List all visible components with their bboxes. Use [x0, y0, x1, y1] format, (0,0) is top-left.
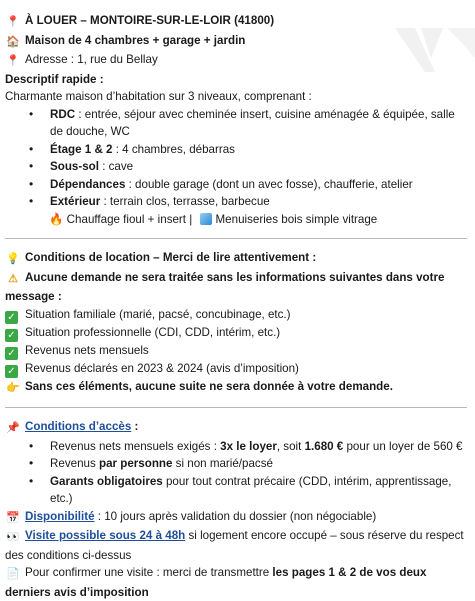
- requirement-item: ✓ Revenus déclarés en 2023 & 2024 (avis d’imposition): [5, 360, 467, 378]
- house-description: Maison de 4 chambres + garage + jardin: [25, 33, 246, 47]
- list-item: • Garants obligatoires pour tout contrat précaire (CDD, intérim, apprentissage, etc.): [5, 473, 467, 508]
- check-icon: ✓: [5, 365, 18, 378]
- pin-icon: 📍: [6, 55, 20, 67]
- conditions-footer-line: [5, 378, 467, 398]
- address-line: [5, 51, 467, 71]
- access-heading-line: 📌 Conditions d’accès :: [5, 418, 467, 438]
- fire-icon: 🔥: [49, 212, 64, 226]
- check-icon: ✓: [5, 347, 18, 360]
- pin-icon: 📍: [6, 16, 20, 28]
- list-item: • RDC : entrée, séjour avec cheminée insert, cuisine aménagée & équipée, salle de douche, WC: [5, 106, 467, 141]
- conditions-heading: Conditions de location – Merci de lire attentivement :: [25, 251, 317, 264]
- availability-label: Disponibilité: [25, 509, 95, 523]
- separator: |: [189, 212, 193, 226]
- visit-label: Visite possible sous 24 à 48h: [25, 529, 186, 542]
- listing-document: [5, 12, 467, 601]
- house-line: [5, 32, 467, 52]
- joinery-text: Menuiseries bois simple vitrage: [215, 212, 378, 226]
- requirement-item: ✓ Situation familiale (marié, pacsé, concubinage, etc.): [5, 306, 467, 324]
- check-icon: ✓: [5, 329, 18, 342]
- list-item: • Extérieur : terrain clos, terrasse, barbecue: [5, 193, 467, 211]
- requirement-item: ✓ Situation professionnelle (CDI, CDD, intérim, etc.): [5, 324, 467, 342]
- bulb-icon: 💡: [6, 253, 20, 265]
- divider: [5, 407, 467, 408]
- desc-heading: Descriptif rapide :: [5, 72, 104, 86]
- availability-line: 📅 Disponibilité : 10 jours après validation du dossier (non négociable): [5, 508, 467, 528]
- eyes-icon: 👀: [6, 531, 20, 543]
- intro-text: Charmante maison d’habitation sur 3 niveaux, comprenant :: [5, 90, 312, 103]
- access-heading: Conditions d’accès: [25, 420, 132, 433]
- calendar-icon: 📅: [6, 511, 20, 524]
- pushpin-icon: 📌: [6, 422, 20, 434]
- requirement-item: ✓ Revenus nets mensuels: [5, 342, 467, 360]
- list-item: • Revenus par personne si non marié/pacsé: [5, 455, 467, 473]
- window-icon: [200, 213, 212, 225]
- conditions-heading-line: [5, 249, 467, 269]
- list-item: • Revenus nets mensuels exigés : 3x le loyer, soit 1.680 € pour un loyer de 560 €: [5, 438, 467, 456]
- list-item: • Sous-sol : cave: [5, 158, 467, 176]
- visit-line: 👀 Visite possible sous 24 à 48h si logement encore occupé – sous réserve du respect des conditions ci-dessus: [5, 529, 464, 562]
- conditions-footer: Sans ces éléments, aucune suite ne sera donnée à votre demande.: [25, 379, 393, 393]
- title-line: [5, 12, 467, 32]
- warning-icon: ⚠: [8, 272, 18, 285]
- features-list: [5, 106, 467, 211]
- list-item: • Dépendances : double garage (dont un avec fosse), chaufferie, atelier: [5, 176, 467, 194]
- pointing-hand-icon: 👉: [6, 381, 20, 394]
- confirm-line: 📄 Pour confirmer une visite : merci de transmettre les pages 1 & 2 de vos deux derniers avis d’imposition: [5, 566, 427, 599]
- address: Adresse : 1, rue du Bellay: [25, 53, 158, 66]
- check-icon: ✓: [5, 311, 18, 324]
- heating-line: [5, 211, 467, 229]
- document-icon: 📄: [6, 568, 20, 580]
- heating-text: Chauffage fioul + insert: [66, 212, 187, 226]
- list-item: • Étage 1 & 2 : 4 chambres, débarras: [5, 141, 467, 159]
- divider: [5, 238, 467, 239]
- house-icon: 🏠: [6, 35, 20, 48]
- warning-text: Aucune demande ne sera traitée sans les informations suivantes dans votre message :: [5, 270, 445, 303]
- access-list: [5, 438, 467, 508]
- warning-line: [5, 269, 467, 306]
- listing-title: À LOUER – MONTOIRE-SUR-LE-LOIR (41800): [25, 14, 275, 27]
